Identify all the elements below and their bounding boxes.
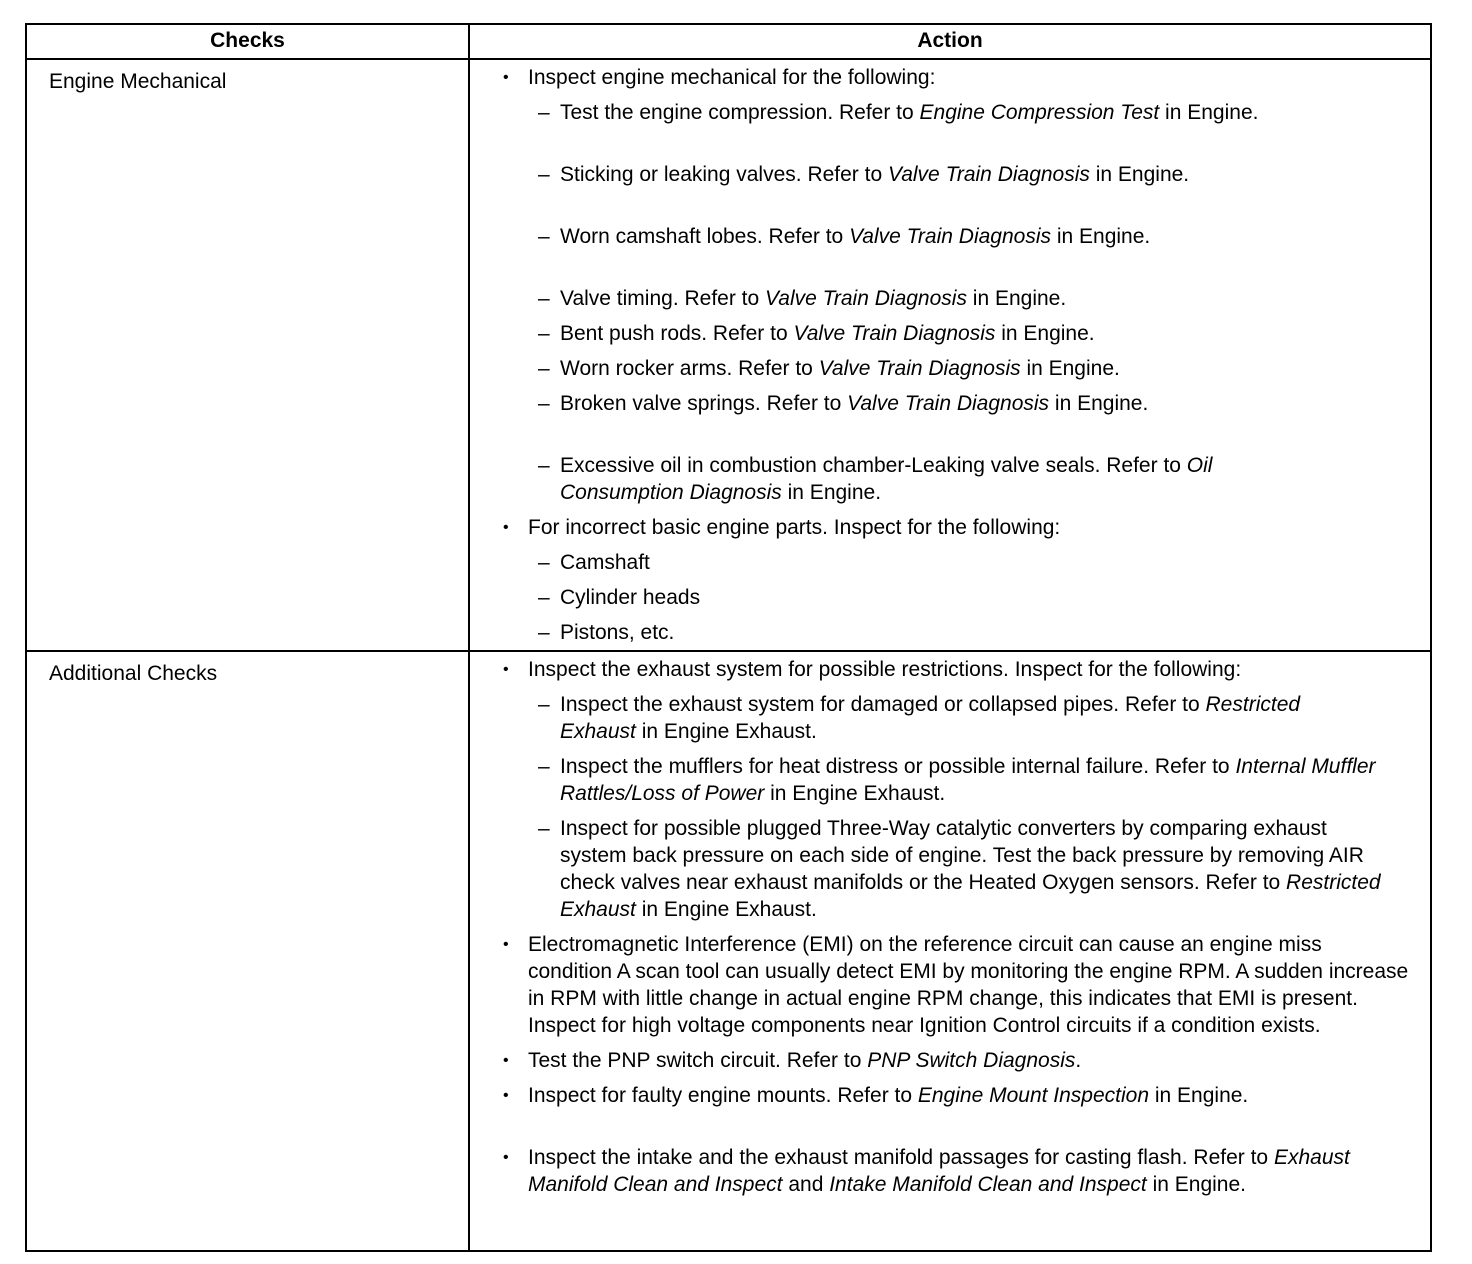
sub-text: Inspect for possible plugged Three-Way catalytic converters by comparing exhaust system back pressure on each side of engine. Test the back pressure by removing AIR check valves near exhaust manifolds or the Heated Oxygen sensors. Refer to Restricted Exhaust in Engine Exhaust. [560,817,1381,921]
action-cell [470,60,1430,650]
header-action: Action [917,29,983,52]
bullet-item [503,931,1430,1039]
reference-link: Valve Train Diagnosis [818,357,1021,380]
sub-item [538,815,1418,923]
bullet-item [503,1144,1430,1198]
dash-icon: – [538,586,550,609]
dash-icon: – [538,101,550,124]
reference-link: Oil Consumption Diagnosis [560,454,1213,504]
dash-icon: – [538,621,550,644]
sub-text: Inspect the exhaust system for damaged or collapsed pipes. Refer to Restricted Exhaust in Engine Exhaust. [560,693,1301,743]
reference-link: Exhaust Manifold Clean and Inspect [528,1146,1350,1196]
sub-item [538,619,1430,646]
reference-link: Valve Train Diagnosis [847,392,1050,415]
check-label: Additional Checks [49,662,218,685]
dash-icon: – [538,693,550,716]
sub-text: Valve timing. Refer to Valve Train Diagnosis in Engine. [560,287,1067,310]
sub-item [538,161,1430,188]
dash-icon: – [538,755,550,778]
bullet-icon: • [503,661,509,678]
sub-text: Test the engine compression. Refer to Engine Compression Test in Engine. [560,101,1259,124]
sub-item [538,355,1430,382]
sub-text: Excessive oil in combustion chamber-Leaking valve seals. Refer to Oil Consumption Diagnosis in Engine. [560,454,1213,504]
bullet-icon: • [503,1149,509,1166]
bullet-item [503,656,1430,683]
bullet-icon: • [503,1052,509,1069]
dash-icon: – [538,454,550,477]
reference-link: PNP Switch Diagnosis [867,1049,1076,1072]
sub-text: Camshaft [560,551,650,574]
bullet-text: Inspect the exhaust system for possible restrictions. Inspect for the following: [528,658,1242,681]
checks-cell [27,60,470,650]
reference-link: Valve Train Diagnosis [793,322,996,345]
dash-icon: – [538,163,550,186]
sub-text: Worn rocker arms. Refer to Valve Train Diagnosis in Engine. [560,357,1120,380]
dash-icon: – [538,287,550,310]
bullet-text: For incorrect basic engine parts. Inspect for the following: [528,516,1061,539]
bullet-item [503,1047,1430,1074]
reference-link: Engine Compression Test [919,101,1160,124]
bullet-text: Inspect for faulty engine mounts. Refer to Engine Mount Inspection in Engine. [528,1084,1249,1107]
sub-text: Bent push rods. Refer to Valve Train Diagnosis in Engine. [560,322,1095,345]
sub-item [538,320,1430,347]
bullet-icon: • [503,519,509,536]
table-row-additional-checks [27,650,1430,1250]
sub-item [538,99,1430,126]
reference-link: Restricted Exhaust [560,693,1301,743]
action-list [470,60,1430,652]
dash-icon: – [538,357,550,380]
dash-icon: – [538,817,550,840]
bullet-text: Test the PNP switch circuit. Refer to PNP Switch Diagnosis. [528,1049,1082,1072]
bullet-icon: • [503,69,509,86]
bullet-item [503,1082,1430,1109]
sub-item [538,223,1430,250]
sub-text: Worn camshaft lobes. Refer to Valve Train Diagnosis in Engine. [560,225,1151,248]
sub-item [538,549,1430,576]
bullet-icon: • [503,936,509,953]
header-checks: Checks [27,25,470,58]
action-list [470,652,1430,1204]
reference-link: Valve Train Diagnosis [849,225,1051,248]
sub-text: Sticking or leaking valves. Refer to Valve Train Diagnosis in Engine. [560,163,1190,186]
checks-cell [27,652,470,1250]
reference-link: Internal Muffler Rattles/Loss of Power [560,755,1376,805]
reference-link: Intake Manifold Clean and Inspect [829,1173,1147,1196]
bullet-text: Inspect engine mechanical for the following: [528,66,936,89]
diagnostic-table [25,23,1432,1252]
bullet-icon: • [503,1087,509,1104]
reference-link: Restricted Exhaust [560,871,1381,921]
reference-link: Engine Mount Inspection [917,1084,1150,1107]
dash-icon: – [538,551,550,574]
sub-item [538,390,1430,417]
action-cell [470,652,1430,1250]
sub-text: Broken valve springs. Refer to Valve Train Diagnosis in Engine. [560,392,1149,415]
sub-item [538,691,1368,745]
reference-link: Valve Train Diagnosis [765,287,967,310]
bullet-item [503,514,1430,541]
sub-text: Cylinder heads [560,586,701,609]
sub-item [538,285,1430,312]
sub-item [538,452,1358,506]
check-label: Engine Mechanical [49,70,227,93]
sub-item [538,584,1430,611]
reference-link: Valve Train Diagnosis [887,163,1090,186]
dash-icon: – [538,322,550,345]
table-header-row [27,25,1430,58]
sub-text: Pistons, etc. [560,621,675,644]
bullet-text: Inspect the intake and the exhaust manifold passages for casting flash. Refer to Exhaust Manifold Clean and Inspect and Intake Manifold Clean and Inspect in Engine. [528,1146,1350,1196]
sub-text: Inspect the mufflers for heat distress or possible internal failure. Refer to Internal Muffler Rattles/Loss of Power in Engine Exhaust. [560,755,1376,805]
bullet-text: Electromagnetic Interference (EMI) on the reference circuit can cause an engine miss condition A scan tool can usually detect EMI by monitoring the engine RPM. A sudden increase in RPM with little change in actual engine RPM change, this indicates that EMI is present. Inspect for high voltage components near Ignition Control circuits if a condition exists. [528,933,1409,1037]
dash-icon: – [538,225,550,248]
sub-item [538,753,1398,807]
table-row-engine-mechanical [27,58,1430,650]
dash-icon: – [538,392,550,415]
bullet-item [503,64,1430,91]
